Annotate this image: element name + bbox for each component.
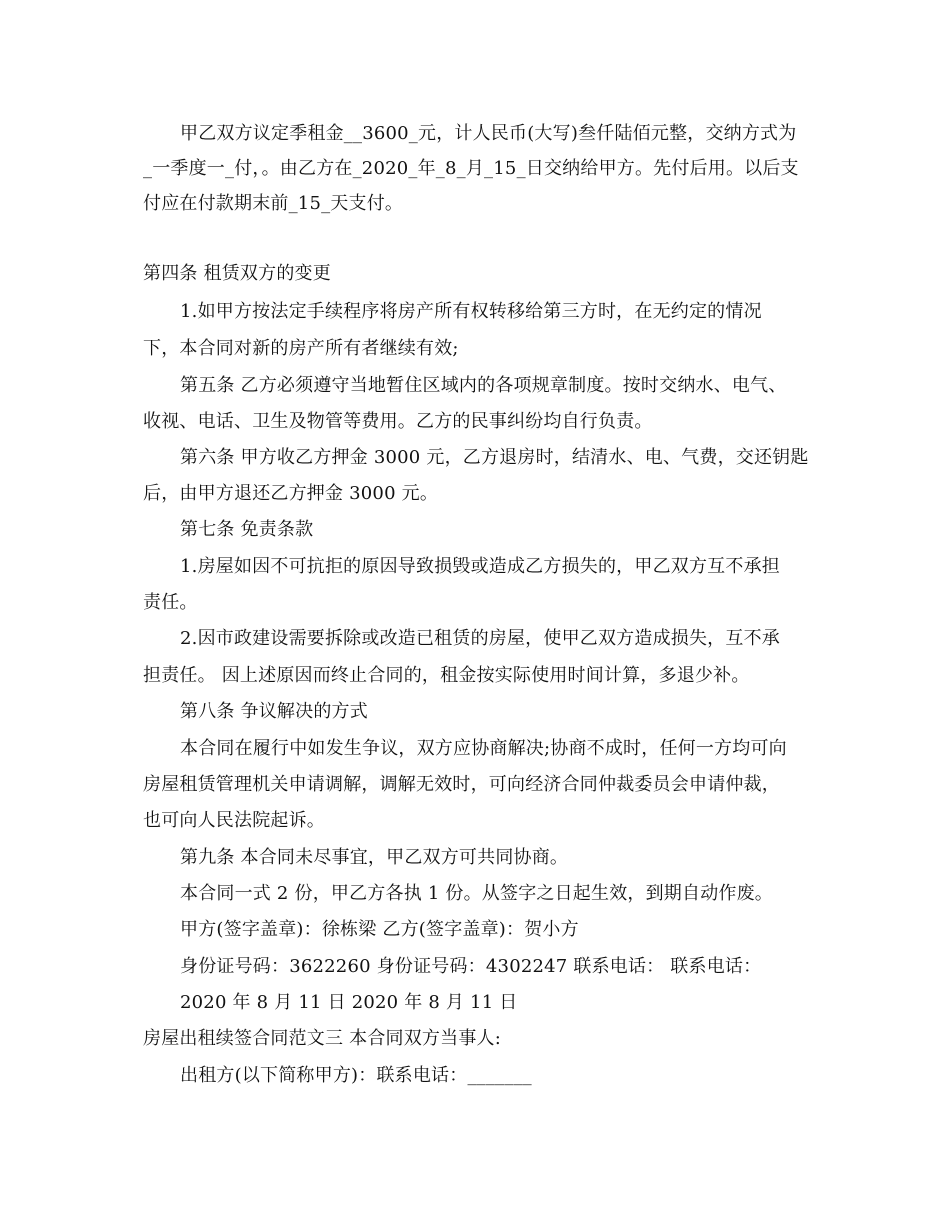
paragraph-article-5: 第五条 乙方必须遵守当地暂住区域内的各项规章制度。按时交纳水、电气、 bbox=[180, 375, 787, 396]
paragraph-dispute-resolution-end: 也可向人民法院起诉。 bbox=[143, 810, 325, 831]
paragraph-article-5-cont: 收视、电话、卫生及物管等费用。乙方的民事纠纷均自行负责。 bbox=[143, 411, 653, 432]
paragraph-dispute-resolution-cont: 房屋租赁管理机关申请调解，调解无效时，可向经济合同仲裁委员会申请仲裁， bbox=[143, 774, 780, 795]
date-line: 2020 年 8 月 11 日 2020 年 8 月 11 日 bbox=[180, 992, 518, 1013]
paragraph-force-majeure: 1.房屋如因不可抗拒的原因导致损毁或造成乙方损失的，甲乙双方互不承担 bbox=[180, 556, 780, 577]
paragraph-article-6-cont: 后，由甲方退还乙方押金 3000 元。 bbox=[143, 483, 439, 504]
paragraph-rent-amount-end: 付应在付款期末前_15_天支付。 bbox=[143, 193, 404, 214]
section-heading-article-7: 第七条 免责条款 bbox=[180, 519, 314, 540]
lessor-line: 出租方(以下简称甲方)：联系电话：_______ bbox=[180, 1065, 532, 1086]
paragraph-article-6: 第六条 甲方收乙方押金 3000 元，乙方退房时，结清水、电、气费，交还钥匙 bbox=[180, 447, 809, 468]
paragraph-force-majeure-cont: 责任。 bbox=[143, 592, 198, 613]
paragraph-rent-amount-cont: _一季度一_付，。由乙方在_2020_年_8_月_15_日交纳给甲方。先付后用。以后支 bbox=[143, 158, 799, 179]
section-heading-article-8: 第八条 争议解决的方式 bbox=[180, 701, 368, 722]
paragraph-municipal-demolition-cont: 担责任。 因上述原因而终止合同的，租金按实际使用时间计算，多退少补。 bbox=[143, 665, 750, 686]
paragraph-copies: 本合同一式 2 份，甲乙方各执 1 份。从签字之日起生效，到期自动作废。 bbox=[180, 883, 773, 904]
next-template-heading: 房屋出租续签合同范文三 本合同双方当事人: bbox=[143, 1028, 501, 1049]
paragraph-article-9: 第九条 本合同未尽事宜，甲乙双方可共同协商。 bbox=[180, 847, 569, 868]
paragraph-ownership-transfer: 1.如甲方按法定手续程序将房产所有权转移给第三方时，在无约定的情况 bbox=[180, 301, 762, 322]
signature-line: 甲方(签字盖章)：徐栋梁 乙方(签字盖章)：贺小方 bbox=[180, 919, 579, 940]
id-number-line: 身份证号码：3622260 身份证号码：4302247 联系电话： 联系电话： bbox=[180, 956, 762, 977]
paragraph-rent-amount: 甲乙双方议定季租金__3600_元，计人民币(大写)叁仟陆佰元整，交纳方式为 bbox=[180, 123, 797, 144]
section-heading-article-4: 第四条 租赁双方的变更 bbox=[143, 263, 331, 284]
paragraph-dispute-resolution: 本合同在履行中如发生争议，双方应协商解决;协商不成时，任何一方均可向 bbox=[180, 738, 787, 759]
paragraph-ownership-transfer-cont: 下，本合同对新的房产所有者继续有效; bbox=[143, 338, 459, 359]
paragraph-municipal-demolition: 2.因市政建设需要拆除或改造已租赁的房屋，使甲乙双方造成损失，互不承 bbox=[180, 628, 780, 649]
